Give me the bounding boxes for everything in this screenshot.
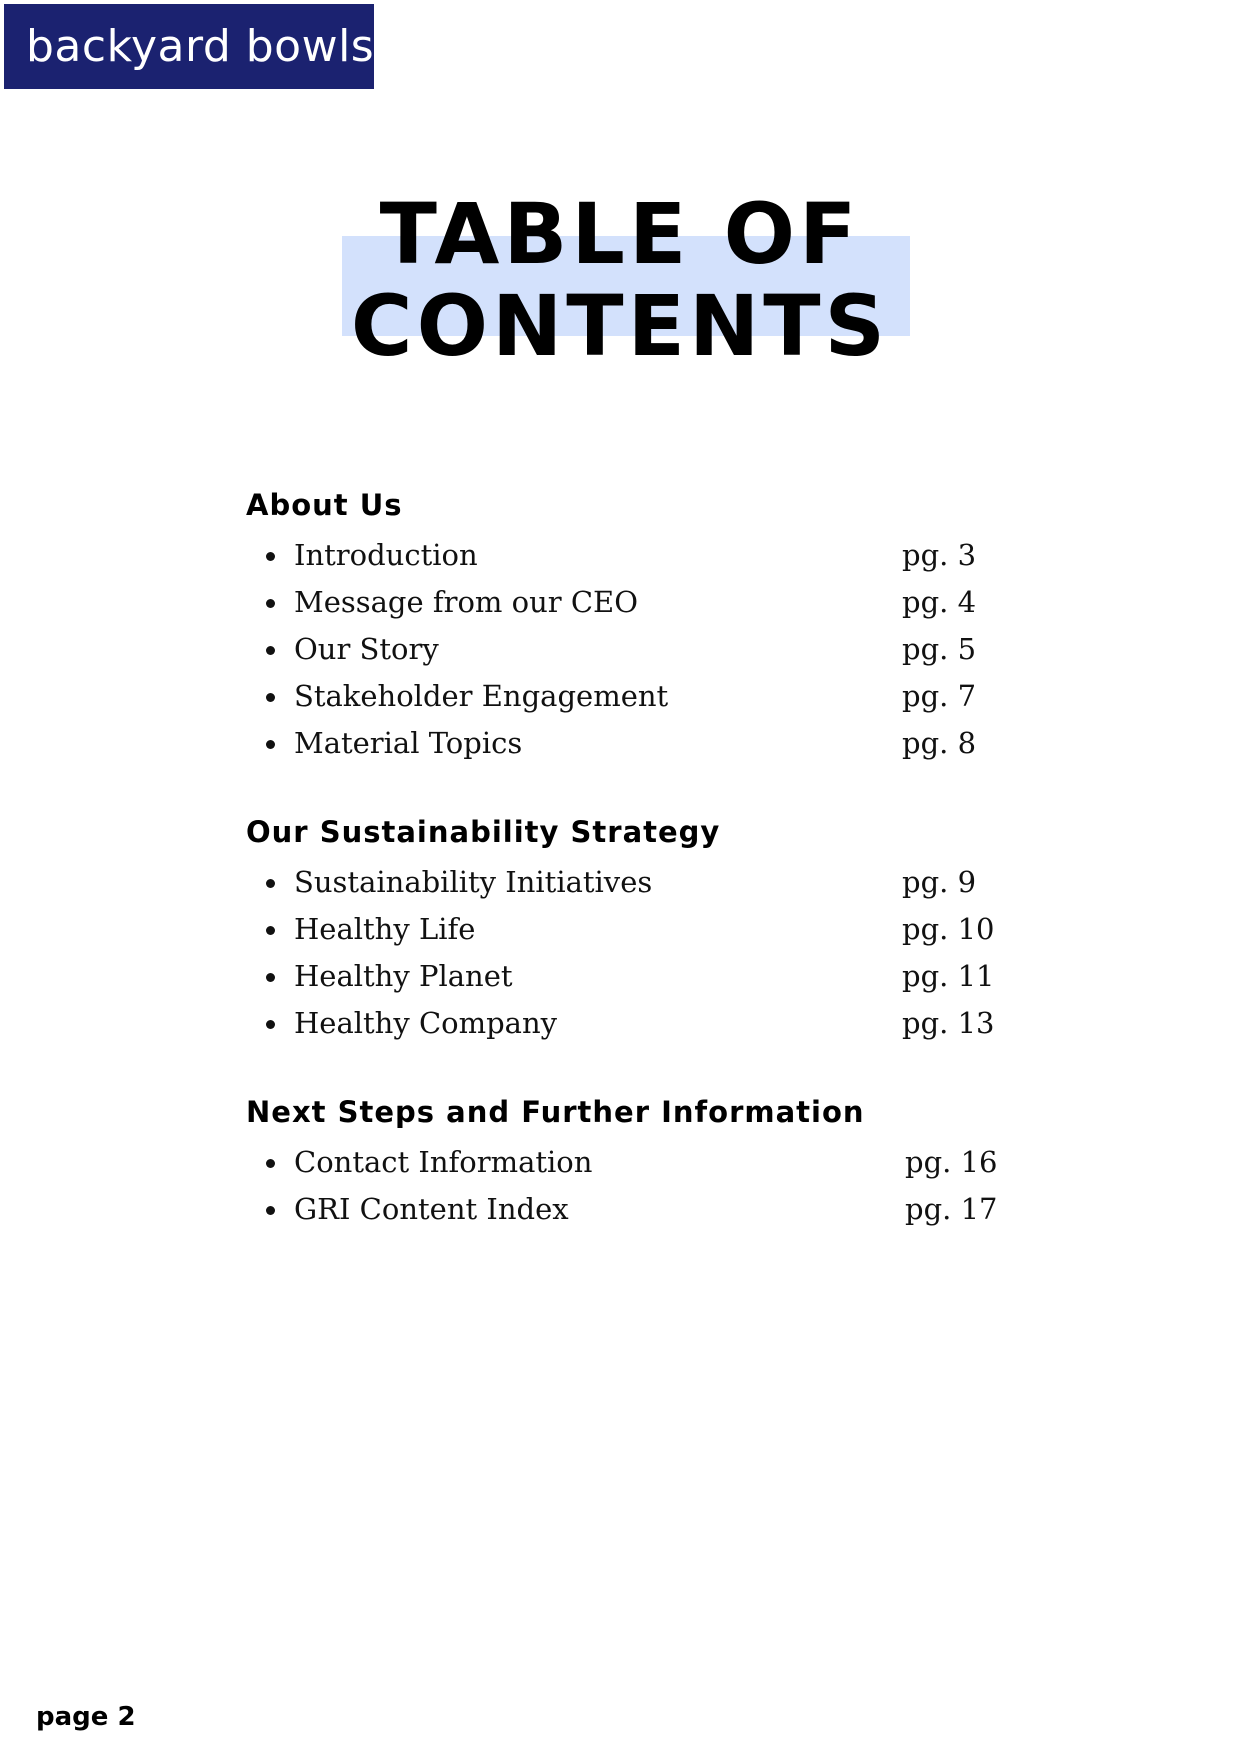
toc-entry-page: pg. 4 (902, 585, 977, 619)
toc-entry-label: Introduction (294, 538, 478, 572)
toc-section-sustainability-strategy (246, 811, 1006, 1047)
toc-entry-page: pg. 7 (902, 679, 977, 713)
bullet-icon (266, 740, 275, 749)
bullet-icon (266, 1206, 275, 1215)
toc-entry-list (246, 532, 1006, 767)
page-title-line-1: TABLE OF (379, 185, 861, 283)
toc-entry[interactable] (246, 673, 1006, 720)
toc-entry[interactable] (246, 1139, 1006, 1186)
toc-entry[interactable] (246, 579, 1006, 626)
table-of-contents (246, 484, 1006, 1277)
toc-entry-label: Healthy Planet (294, 959, 513, 993)
toc-entry[interactable] (246, 906, 1006, 953)
toc-entry-label: Healthy Company (294, 1006, 558, 1040)
toc-entry-label: Sustainability Initiatives (294, 865, 653, 899)
toc-entry-label: Our Story (294, 632, 439, 666)
brand-logo-text: backyard bowls (26, 21, 375, 72)
toc-entry-page: pg. 8 (902, 726, 977, 760)
bullet-icon (266, 646, 275, 655)
toc-entry-page: pg. 16 (905, 1145, 998, 1179)
toc-entry-label: Healthy Life (294, 912, 476, 946)
toc-entry-page: pg. 5 (902, 632, 977, 666)
bullet-icon (266, 879, 275, 888)
toc-entry[interactable] (246, 859, 1006, 906)
toc-entry-page: pg. 17 (905, 1192, 998, 1226)
toc-entry-label: Message from our CEO (294, 585, 638, 619)
toc-entry-page: pg. 10 (902, 912, 995, 946)
bullet-icon (266, 973, 275, 982)
toc-entry-list (246, 859, 1006, 1047)
toc-entry[interactable] (246, 720, 1006, 767)
toc-section-heading: Our Sustainability Strategy (246, 815, 721, 849)
toc-section-about-us (246, 484, 1006, 767)
toc-entry-page: pg. 13 (902, 1006, 995, 1040)
toc-entry-label: Material Topics (294, 726, 523, 760)
toc-entry-label: Stakeholder Engagement (294, 679, 669, 713)
page-title-block (0, 185, 1240, 378)
bullet-icon (266, 1020, 275, 1029)
bullet-icon (266, 599, 275, 608)
toc-section-next-steps (246, 1091, 1006, 1233)
toc-entry-page: pg. 11 (902, 959, 995, 993)
bullet-icon (266, 552, 275, 561)
bullet-icon (266, 926, 275, 935)
page-title-line-2: CONTENTS (350, 277, 890, 375)
bullet-icon (266, 693, 275, 702)
toc-section-heading: About Us (246, 488, 403, 522)
page-title (0, 185, 1240, 375)
brand-logo (4, 4, 374, 89)
toc-entry[interactable] (246, 626, 1006, 673)
toc-entry[interactable] (246, 1000, 1006, 1047)
toc-entry-page: pg. 3 (902, 538, 977, 572)
toc-section-heading: Next Steps and Further Information (246, 1095, 865, 1129)
toc-entry-label: GRI Content Index (294, 1192, 569, 1226)
toc-entry-page: pg. 9 (902, 865, 977, 899)
toc-entry-label: Contact Information (294, 1145, 593, 1179)
page-number: page 2 (36, 1702, 136, 1732)
toc-entry[interactable] (246, 532, 1006, 579)
toc-entry-list (246, 1139, 1006, 1233)
bullet-icon (266, 1159, 275, 1168)
toc-entry[interactable] (246, 1186, 1006, 1233)
toc-entry[interactable] (246, 953, 1006, 1000)
